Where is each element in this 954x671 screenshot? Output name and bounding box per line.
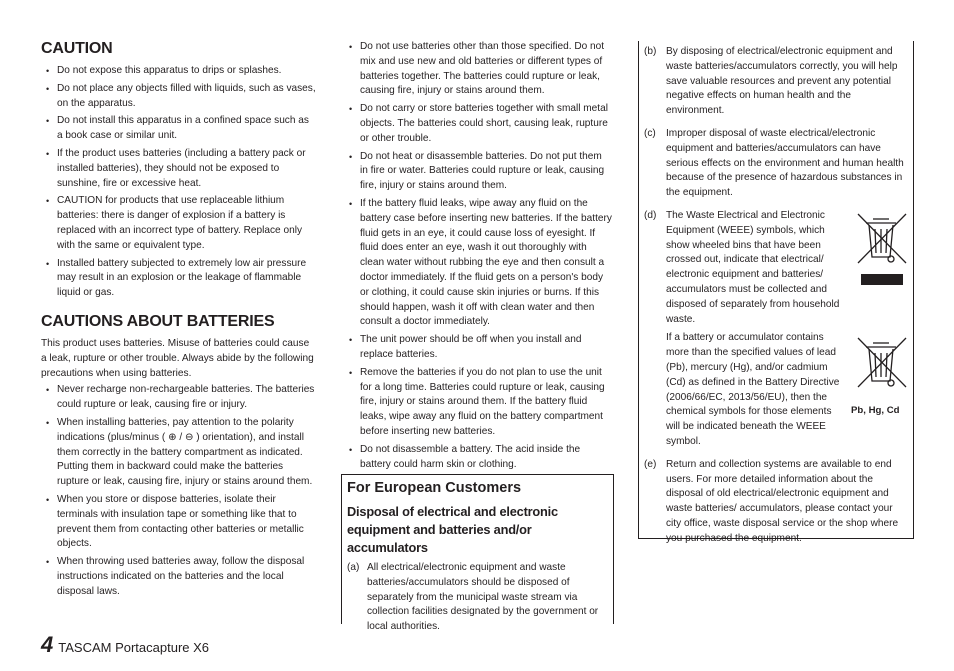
list-item: • Do not use batteries other than those specified. Do not mix and use new and old batteries or different types of batteries together. The batteries could rupture or leak, causing fire, injury or stains around them.	[344, 40, 612, 99]
list-item: • Do not disassemble a battery. The acid inside the battery could harm skin or clothing.	[344, 443, 612, 473]
caution-list	[41, 64, 317, 301]
item-b	[644, 45, 907, 119]
item-letter: (e)	[644, 458, 657, 470]
list-item: • If the product uses batteries (including a battery pack or installed batteries), they should not be exposed to sunshine, fire or excessive heat.	[41, 147, 317, 191]
batteries-list-left	[41, 383, 317, 599]
list-item: • The unit power should be off when you install and replace batteries.	[344, 333, 612, 363]
list-item: • Do not carry or store batteries together with small metal objects. The batteries could short, causing leak, rupture or other trouble.	[344, 102, 612, 146]
list-item: • Installed battery subjected to extremely low air pressure may result in an explosion or the leakage of flammable liquid or gas.	[41, 257, 317, 301]
batteries-list-middle	[344, 40, 612, 472]
item-letter: (a)	[347, 562, 360, 573]
item-text: Improper disposal of waste electrical/electronic equipment and batteries/accumulators can have serious effects on the environment and human health because of the presence of hazardous substances in the equipment.	[666, 127, 904, 199]
item-text: All electrical/electronic equipment and waste batteries/accumulators should be disposed of separately from the municipal waste stream via collection facilities designated by the government or local authorities.	[367, 562, 599, 633]
disposal-subheading: Disposal of electrical and electronic equipment and batteries and/or accumulators	[347, 504, 558, 555]
list-item: • CAUTION for products that use replaceable lithium batteries: there is danger of explosion if a battery is replaced with an incorrect type of battery. Replace only with the same or equivalent type.	[41, 194, 317, 253]
page-number: 4	[41, 632, 54, 657]
crossed-out-wheeled-bin-icon	[855, 335, 911, 391]
european-customers-box	[341, 474, 614, 633]
list-item: • When throwing used batteries away, follow the disposal instructions indicated on the batteries and the local disposal laws.	[41, 555, 317, 599]
batteries-heading: CAUTIONS ABOUT BATTERIES	[41, 312, 275, 330]
item-a	[347, 561, 607, 635]
european-heading: For European Customers	[347, 480, 522, 496]
page-footer	[41, 632, 209, 658]
batteries-intro: This product uses batteries. Misuse of batteries could cause a leak, rupture or other trouble. Always abide by the following precautions when using batteries.	[41, 337, 314, 379]
list-item: • Do not place any objects filled with liquids, such as vases, on the apparatus.	[41, 82, 317, 112]
list-item: • When installing batteries, pay attention to the polarity indications (plus/minus ( ⊕ / ⊖ ) orientation), and install them correctly in the battery compartment as indicated. Putting them in backward could make the batteries rupture or leak, causing fire, injury or stains around them.	[41, 416, 317, 490]
item-text: The Waste Electrical and Electronic Equipment (WEEE) symbols, which show wheeled bins that have been crossed out, indicate that electrical/ electronic equipment and batteries/ accumulators must be collected and disposed of separately from household waste.	[666, 209, 840, 325]
item-letter: (c)	[644, 127, 656, 139]
disposal-continued-box	[638, 41, 914, 544]
item-text: Return and collection systems are available to end users. For more detailed information about the disposal of old electrical/electronic equipment and waste batteries/ accumulators, please contact your city office, waste disposal service or the shop where you purchased the equipment.	[666, 458, 899, 544]
item-text: If a battery or accumulator contains more than the specified values of lead (Pb), mercury (Hg), and/or cadmium (Cd) as defined in the Battery Directive (2006/66/EC, 2013/56/EU), then the chemical symbols for those elements will be indicated beneath the WEEE symbol.	[666, 332, 840, 447]
crossed-out-wheeled-bin-icon	[855, 211, 911, 287]
item-letter: (b)	[644, 46, 657, 57]
column-left	[41, 40, 317, 603]
footer-title: TASCAM Portacapture X6	[58, 640, 210, 655]
list-item: • If the battery fluid leaks, wipe away any fluid on the battery case before inserting new batteries. If the battery fluid gets in an eye, it could cause loss of eyesight. If fluid does enter an eye, wash it out thoroughly with clean water without rubbing the eye and then consult a doctor immediately. If the fluid gets on a person's body or clothing, it could cause skin injuries or burns. If this should happen, wash it off with clean water and then consult a doctor immediately.	[344, 197, 612, 330]
column-middle	[344, 40, 612, 475]
list-item: • When you store or dispose batteries, isolate their terminals with insulation tape or something like that to prevent them from contacting other batteries or metallic objects.	[41, 493, 317, 552]
chemical-symbols-label: Pb, Hg, Cd	[851, 404, 900, 416]
list-item: • Remove the batteries if you do not plan to use the unit for a long time. Batteries could rupture or leak, causing fire, injury or stains around them. If the battery fluid leaks, wipe away any fluid on the battery compartment before inserting new batteries.	[344, 366, 612, 440]
list-item: • Do not heat or disassemble batteries. Do not put them in fire or water. Batteries could rupture or leak, causing fire, injury or stains around them.	[344, 150, 612, 194]
item-d	[644, 209, 907, 450]
list-item: • Do not expose this apparatus to drips or splashes.	[41, 64, 317, 79]
item-e	[644, 458, 907, 547]
list-item: • Do not install this apparatus in a confined space such as a book case or similar unit.	[41, 114, 317, 144]
item-c	[644, 127, 907, 201]
caution-heading: CAUTION	[41, 40, 113, 57]
item-text: By disposing of electrical/electronic equipment and waste batteries/accumulators correctly, you will help save valuable resources and prevent any potential negative effects on human health and the environment.	[666, 46, 898, 117]
list-item: • Never recharge non-rechargeable batteries. The batteries could rupture or leak, causing fire or injury.	[41, 383, 317, 413]
item-letter: (d)	[644, 209, 657, 221]
